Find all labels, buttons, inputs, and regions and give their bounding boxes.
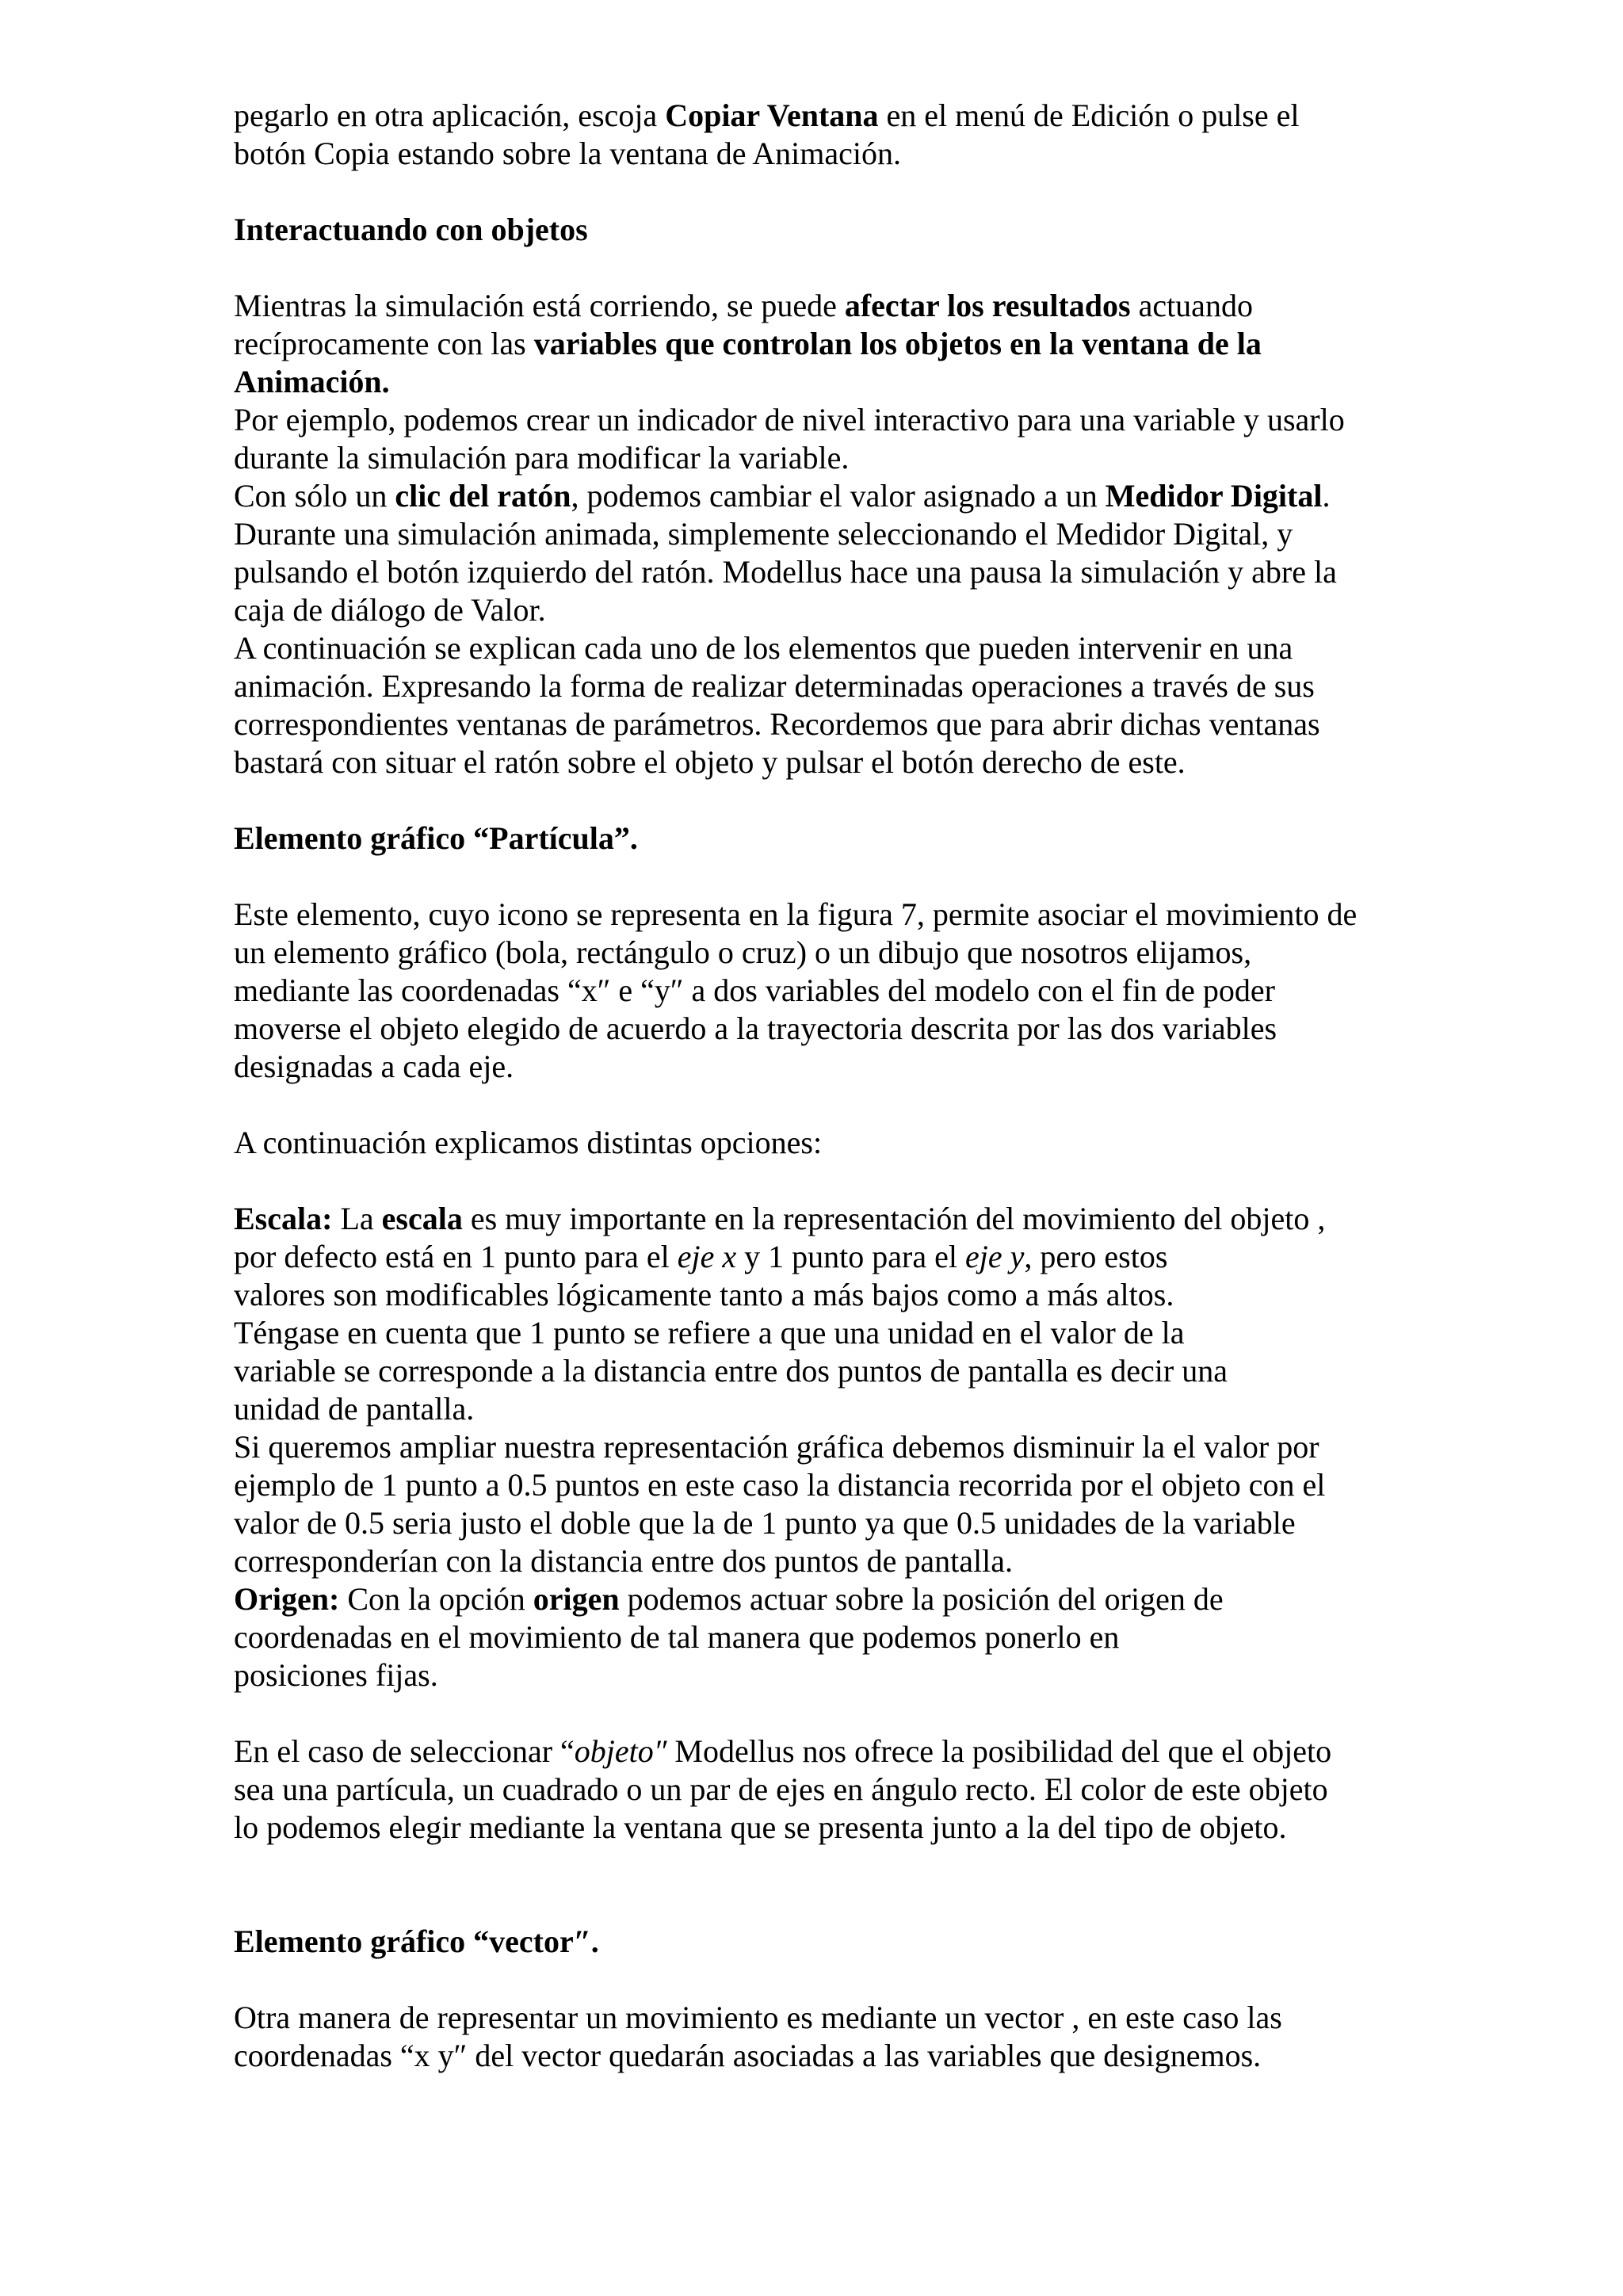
document-body (234, 97, 1407, 2075)
section-heading-vector: Elemento gráfico “vector″. (234, 1924, 599, 1959)
text-line: un elemento gráfico (bola, rectángulo o cruz) o un dibujo que nosotros elijamos, (234, 934, 1252, 970)
text-line: botón Copia estando sobre la ventana de Animación. (234, 136, 902, 171)
bold-text: origen (533, 1581, 620, 1617)
text-line: A continuación explicamos distintas opciones: (234, 1125, 823, 1160)
text-run: es muy importante en la representación del movimiento del objeto , (462, 1201, 1326, 1236)
text-run: pegarlo en otra aplicación, escoja (234, 97, 666, 133)
bold-text: variables que controlan los objetos en la ventana de la (533, 326, 1262, 361)
text-line: bastará con situar el ratón sobre el objeto y pulsar el botón derecho de este. (234, 744, 1186, 780)
text-line: A continuación se explican cada uno de los elementos que pueden intervenir en una (234, 630, 1293, 666)
text-line: mediante las coordenadas “x″ e “y″ a dos variables del modelo con el fin de poder (234, 972, 1275, 1008)
text-run: actuando (1130, 288, 1253, 323)
text-run: , pero estos (1024, 1239, 1168, 1274)
bold-text: clic del ratón (395, 478, 571, 514)
text-line: correspondientes ventanas de parámetros. Recordemos que para abrir dichas ventanas (234, 706, 1320, 742)
text-run: recíprocamente con las (234, 326, 534, 361)
text-line: Este elemento, cuyo icono se representa en la figura 7, permite asociar el movimiento de (234, 896, 1358, 932)
text-run: por defecto está en 1 punto para el (234, 1239, 678, 1274)
text-line: durante la simulación para modificar la variable. (234, 440, 850, 476)
text-line (234, 325, 1407, 363)
text-line: posiciones fijas. (234, 1657, 438, 1693)
text-run: en el menú de Edición o pulse el (878, 97, 1300, 133)
text-run: . (1322, 478, 1331, 514)
text-line: Si queremos ampliar nuestra representación gráfica debemos disminuir la el valor por (234, 1429, 1319, 1465)
text-run: podemos actuar sobre la posición del origen de (619, 1581, 1224, 1617)
text-line: variable se corresponde a la distancia entre dos puntos de pantalla es decir una (234, 1353, 1228, 1389)
text-line: ejemplo de 1 punto a 0.5 puntos en este caso la distancia recorrida por el objeto con el (234, 1467, 1326, 1503)
text-line: Otra manera de representar un movimiento es mediante un vector , en este caso las (234, 2000, 1282, 2035)
bold-text: afectar los resultados (844, 288, 1131, 323)
text-line: unidad de pantalla. (234, 1391, 475, 1427)
text-line (234, 287, 1407, 325)
text-run: Modellus nos ofrece la posibilidad del que el objeto (666, 1733, 1332, 1769)
text-run: En el caso de seleccionar “ (234, 1733, 575, 1769)
text-line: pulsando el botón izquierdo del ratón. Modellus hace una pausa la simulación y abre la (234, 554, 1337, 590)
text-line (234, 1733, 1407, 1771)
text-line: moverse el objeto elegido de acuerdo a la trayectoria descrita por las dos variables (234, 1010, 1277, 1046)
text-line: animación. Expresando la forma de realizar determinadas operaciones a través de sus (234, 668, 1315, 704)
text-line (234, 1200, 1407, 1238)
text-line: valor de 0.5 seria justo el doble que la de 1 punto ya que 0.5 unidades de la variable (234, 1505, 1296, 1541)
text-line: coordenadas “x y″ del vector quedarán asociadas a las variables que designemos. (234, 2038, 1262, 2073)
italic-text: objeto″ (574, 1733, 667, 1769)
section-heading-particula: Elemento gráfico “Partícula”. (234, 820, 638, 856)
text-line: valores son modificables lógicamente tanto a más bajos como a más altos. (234, 1277, 1174, 1312)
text-line: corresponderían con la distancia entre dos puntos de pantalla. (234, 1543, 1013, 1579)
bold-text: Origen: (234, 1581, 340, 1617)
bold-text: Escala: (234, 1201, 333, 1236)
text-line (234, 1238, 1407, 1276)
text-line: Animación. (234, 364, 390, 399)
text-line: caja de diálogo de Valor. (234, 592, 546, 628)
text-run: , podemos cambiar el valor asignado a un (571, 478, 1106, 514)
text-run: Mientras la simulación está corriendo, se puede (234, 288, 845, 323)
italic-text: eje y (964, 1239, 1025, 1274)
text-line: Durante una simulación animada, simplemente seleccionando el Medidor Digital, y (234, 516, 1293, 552)
text-line: lo podemos elegir mediante la ventana que se presenta junto a la del tipo de objeto. (234, 1809, 1287, 1845)
bold-text: Medidor Digital (1105, 478, 1323, 514)
text-line: coordenadas en el movimiento de tal manera que podemos ponerlo en (234, 1619, 1120, 1655)
text-run: y 1 punto para el (736, 1239, 965, 1274)
text-line: Por ejemplo, podemos crear un indicador de nivel interactivo para una variable y usarlo (234, 402, 1345, 437)
text-run: Con sólo un (234, 478, 395, 514)
text-run: La (332, 1201, 382, 1236)
text-line (234, 1580, 1407, 1618)
text-line: designadas a cada eje. (234, 1049, 514, 1084)
text-line: sea una partícula, un cuadrado o un par de ejes en ángulo recto. El color de este objeto (234, 1771, 1328, 1807)
text-run: Con la opción (339, 1581, 533, 1617)
italic-text: eje x (677, 1239, 737, 1274)
section-heading-interactuando: Interactuando con objetos (234, 212, 588, 247)
bold-text: escala (381, 1201, 463, 1236)
text-line: Téngase en cuenta que 1 punto se refiere a que una unidad en el valor de la (234, 1315, 1185, 1350)
text-line (234, 97, 1407, 135)
bold-text: Copiar Ventana (665, 97, 879, 133)
text-line (234, 477, 1407, 515)
